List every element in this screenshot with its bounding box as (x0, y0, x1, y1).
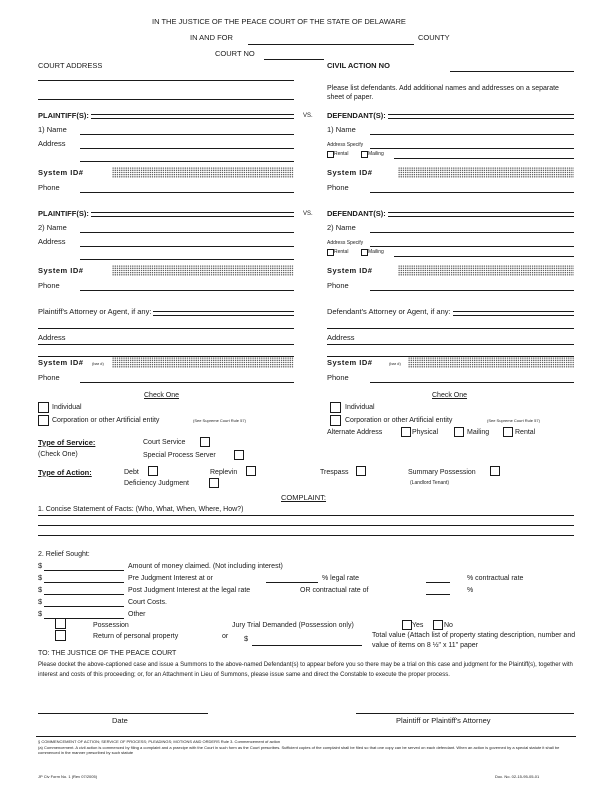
defendant-1-address-specify: Address Specify (327, 142, 364, 148)
service-check-one-label: (Check One) (38, 451, 78, 458)
defendant-attorney-system-id-field[interactable] (408, 357, 574, 368)
alternate-physical-label: Physical (412, 429, 439, 436)
total-value-label: Total value (Attach list of property stating description, number and value of items on 8 ½" x 11" paper (372, 632, 576, 649)
defendant-2-name-line[interactable] (370, 232, 574, 233)
plaintiff-attorney-system-id-label: System ID# (38, 358, 84, 367)
facts-line-2[interactable] (38, 525, 574, 526)
complaint-item-1: 1. Concise Statement of Facts: (Who, What, When, Where, How?) (38, 506, 244, 513)
alternate-mailing-checkbox[interactable] (454, 427, 464, 437)
type-of-action-label: Type of Action: (38, 468, 92, 477)
plaintiff-individual-checkbox[interactable] (38, 402, 49, 413)
legal-rate-line[interactable] (266, 582, 318, 583)
jury-no-checkbox[interactable] (433, 620, 443, 630)
court-title: IN THE JUSTICE OF THE PEACE COURT OF THE STATE OF DELAWARE (152, 17, 406, 26)
plaintiff-2-system-id-label: System ID# (38, 266, 84, 275)
plaintiff-corporation-label: Corporation or other Artificial entity (52, 417, 160, 424)
alternate-mailing-label: Mailing (467, 429, 490, 436)
pre-judgment-label: Pre Judgment Interest at or (128, 575, 213, 582)
alternate-address-label: Alternate Address (327, 429, 383, 436)
defendant-header-2: DEFENDANT(S): (327, 209, 386, 218)
plaintiff-2-name-line[interactable] (80, 232, 294, 233)
plaintiff-attorney-phone-label: Phone (38, 373, 60, 382)
contractual-rate-label: % contractual rate (467, 575, 524, 582)
defendant-2-mailing-checkbox[interactable] (361, 249, 368, 256)
defendant-2-name-label: 2) Name (327, 223, 356, 232)
defendant-corporation-checkbox[interactable] (330, 415, 341, 426)
court-address-line-1[interactable] (38, 80, 294, 81)
debt-checkbox[interactable] (148, 466, 158, 476)
court-costs-dollar: $ (38, 597, 43, 606)
footer-notice-2: (a) Commencement. A civil action is commenced by filing a complaint and a praecipe with the Court in such form as the Court prescribes. Sufficient copies of the complaint shall be filed so that one copy can be served on each defendant. When an action is governed by a special statute it shall be commenced in the manner prescribed by such statute (38, 745, 560, 755)
court-service-checkbox[interactable] (200, 437, 210, 447)
alternate-physical-checkbox[interactable] (401, 427, 411, 437)
defendant-1-rental-checkbox[interactable] (327, 151, 334, 158)
post-judgment-dollar: $ (38, 585, 43, 594)
defendant-attorney-phone-line[interactable] (370, 382, 574, 383)
replevin-label: Replevin (210, 469, 238, 476)
facts-line-3[interactable] (38, 535, 574, 536)
plaintiff-attorney-line[interactable] (38, 328, 294, 329)
jury-yes-label: Yes (412, 622, 424, 629)
defendant-2-phone-line[interactable] (370, 290, 574, 291)
plaintiff-attorney-system-id-field[interactable] (112, 357, 294, 368)
court-service-label: Court Service (143, 439, 186, 446)
summary-possession-label: Summary Possession (408, 469, 476, 476)
plaintiff-2-address-line-1[interactable] (80, 246, 294, 247)
vs-1: VS. (303, 113, 313, 119)
pre-judgment-line[interactable] (44, 582, 124, 583)
pre-judgment-dollar: $ (38, 573, 43, 582)
in-and-for-label: IN AND FOR (190, 33, 233, 42)
amount-claimed-label: Amount of money claimed. (Not including interest) (128, 563, 283, 570)
landlord-tenant-label: (Landlord Tenant) (410, 480, 450, 486)
total-value-dollar: $ (244, 634, 249, 643)
defendant-attorney-label: Defendant's Attorney or Agent, if any: (327, 307, 451, 316)
defendant-2-mailing-label: Mailing (368, 249, 384, 255)
plaintiff-individual-label: Individual (52, 404, 82, 411)
other-dollar: $ (38, 609, 43, 618)
defendant-header-1: DEFENDANT(S): (327, 111, 386, 120)
defendant-2-address-specify: Address Specify (327, 240, 364, 246)
defendant-1-address-line[interactable] (370, 148, 574, 149)
defendant-individual-checkbox[interactable] (330, 402, 341, 413)
special-process-label: Special Process Server (143, 452, 216, 459)
plaintiff-1-address-line-1[interactable] (80, 148, 294, 149)
plaintiff-attorney-address-label: Address (38, 333, 66, 342)
alternate-rental-checkbox[interactable] (503, 427, 513, 437)
defendant-corporation-label: Corporation or other Artificial entity (345, 417, 453, 424)
post-judgment-line[interactable] (44, 594, 124, 595)
plaintiff-1-address-line-2[interactable] (80, 161, 294, 162)
defendant-attorney-phone-label: Phone (327, 373, 349, 382)
court-address-label: COURT ADDRESS (38, 61, 103, 70)
legal-rate-label: % legal rate (322, 575, 359, 582)
plaintiff-1-system-id-field[interactable] (112, 167, 294, 178)
possession-label: Possession (93, 622, 129, 629)
plaintiff-corporation-checkbox[interactable] (38, 415, 49, 426)
total-value-line[interactable] (252, 645, 362, 646)
plaintiff-attorney-phone-line[interactable] (80, 382, 294, 383)
defendant-1-system-id-label: System ID# (327, 168, 373, 177)
or-label: or (222, 633, 229, 640)
post-pct-label: % (467, 587, 474, 594)
signature-line[interactable] (356, 713, 574, 714)
post-judgment-label: Post Judgment Interest at the legal rate (128, 587, 251, 594)
or-contractual-label: OR contractual rate of (300, 587, 369, 594)
court-costs-line[interactable] (44, 606, 124, 607)
jury-yes-checkbox[interactable] (402, 620, 412, 630)
possession-checkbox[interactable] (55, 618, 66, 629)
plaintiff-2-address-line-2[interactable] (80, 259, 294, 260)
plaintiff-2-phone-line[interactable] (80, 290, 294, 291)
amount-line[interactable] (44, 570, 124, 571)
to-court-heading: TO: THE JUSTICE OF THE PEACE COURT (38, 650, 177, 657)
defendant-2-rental-checkbox[interactable] (327, 249, 334, 256)
plaintiff-2-system-id-field[interactable] (112, 265, 294, 276)
plaintiff-check-one-label: Check One (144, 392, 180, 399)
defendants-note: Please list defendants. Add additional names and addresses on a separate sheet of paper. (327, 85, 559, 101)
contractual-rate-line[interactable] (426, 582, 450, 583)
trespass-checkbox[interactable] (356, 466, 366, 476)
trespass-label: Trespass (320, 469, 349, 476)
defendant-2-rental-label: Rental (334, 249, 349, 255)
defendant-individual-label: Individual (345, 404, 375, 411)
to-court-body: Please docket the above-captioned case and issue a Summons to the above-named Defendant(s) to appear before you so there may be a trial on this case and judgment for the Plaintiff(s), together with interest and costs of this proceeding; or, for an Attachment in Lieu of Summons, please issue same and direct the Constable to execute the proper process. (38, 662, 573, 678)
plaintiff-rule-ref: (See Supreme Court Rule 57) (193, 418, 246, 423)
vs-2: VS. (303, 211, 313, 217)
county-label: COUNTY (418, 33, 450, 42)
defendant-2-address-line[interactable] (370, 246, 574, 247)
plaintiff-2-address-label: Address (38, 237, 66, 246)
plaintiff-2-phone-label: Phone (38, 281, 60, 290)
county-line[interactable] (248, 44, 414, 45)
plaintiff-1-name-label: 1) Name (38, 125, 67, 134)
plaintiff-header-1: PLAINTIFF(S): (38, 111, 89, 120)
complaint-item-2: 2. Relief Sought: (38, 551, 90, 558)
defendant-1-name-line[interactable] (370, 134, 574, 135)
replevin-checkbox[interactable] (246, 466, 256, 476)
defendant-rule-ref: (See Supreme Court Rule 57) (487, 418, 540, 423)
facts-line-1[interactable] (38, 515, 574, 516)
civil-action-label: CIVIL ACTION NO (327, 61, 390, 70)
court-address-line-2[interactable] (38, 99, 294, 100)
defendant-attorney-system-id-label: System ID# (327, 358, 373, 367)
jury-trial-label: Jury Trial Demanded (Possession only) (232, 622, 354, 629)
return-property-label: Return of personal property (93, 633, 179, 640)
return-property-checkbox[interactable] (55, 630, 66, 641)
defendant-2-system-id-label: System ID# (327, 266, 373, 275)
defendant-1-rental-label: Rental (334, 151, 349, 157)
court-no-label: COURT NO (215, 49, 255, 58)
special-process-checkbox[interactable] (234, 450, 244, 460)
defendant-1-address-line-2[interactable] (394, 158, 574, 159)
plaintiff-header-2: PLAINTIFF(S): (38, 209, 89, 218)
defendant-2-address-line-2[interactable] (394, 256, 574, 257)
amount-dollar: $ (38, 561, 43, 570)
summary-possession-checkbox[interactable] (490, 466, 500, 476)
complaint-title: COMPLAINT: (281, 493, 327, 502)
defendant-1-name-label: 1) Name (327, 125, 356, 134)
defendant-attorney-address-line-1[interactable] (327, 344, 574, 345)
court-costs-label: Court Costs. (128, 599, 167, 606)
plaintiff-2-name-label: 2) Name (38, 223, 67, 232)
doc-number: Doc. No. 02-15-95-05-01 (495, 774, 540, 779)
defendant-1-system-id-field[interactable] (398, 167, 574, 178)
plaintiff-attorney-bar-label: (bar #) (92, 361, 104, 366)
civil-action-line[interactable] (450, 71, 574, 72)
defendant-attorney-bar-label: (bar #) (389, 361, 401, 366)
court-no-line[interactable] (264, 59, 324, 60)
plaintiff-1-system-id-label: System ID# (38, 168, 84, 177)
type-of-service-label: Type of Service: (38, 438, 96, 447)
plaintiff-1-phone-label: Phone (38, 183, 60, 192)
plaintiff-1-name-line[interactable] (80, 134, 294, 135)
deficiency-judgment-checkbox[interactable] (209, 478, 219, 488)
defendant-1-phone-label: Phone (327, 183, 349, 192)
defendant-1-mailing-checkbox[interactable] (361, 151, 368, 158)
defendant-check-one-label: Check One (432, 392, 468, 399)
plaintiff-1-phone-line[interactable] (80, 192, 294, 193)
defendant-2-system-id-field[interactable] (398, 265, 574, 276)
alternate-rental-label: Rental (515, 429, 536, 436)
deficiency-judgment-label: Deficiency Judgment (124, 480, 189, 487)
signature-label: Plaintiff or Plaintiff's Attorney (396, 716, 491, 725)
jury-no-label: No (444, 622, 453, 629)
footer-rule (36, 736, 576, 737)
footer-notice: § COMMENCEMENT OF ACTION; SERVICE OF PROCESS; PLEADINGS; MOTIONS AND ORDERS Rule 3. Commencement of action (38, 739, 281, 744)
debt-label: Debt (124, 469, 139, 476)
date-line[interactable] (38, 713, 208, 714)
defendant-1-phone-line[interactable] (370, 192, 574, 193)
other-label: Other (128, 611, 146, 618)
defendant-attorney-address-label: Address (327, 333, 355, 342)
defendant-attorney-line[interactable] (327, 328, 574, 329)
defendant-2-phone-label: Phone (327, 281, 349, 290)
defendant-1-mailing-label: Mailing (368, 151, 384, 157)
post-contractual-line[interactable] (426, 594, 450, 595)
plaintiff-attorney-label: Plaintiff's Attorney or Agent, if any: (38, 307, 152, 316)
plaintiff-1-address-label: Address (38, 139, 66, 148)
plaintiff-attorney-address-line-1[interactable] (38, 344, 294, 345)
date-label: Date (112, 716, 128, 725)
form-number: JP Civ Form No. 1 (Rev 07/2005) (38, 774, 98, 779)
